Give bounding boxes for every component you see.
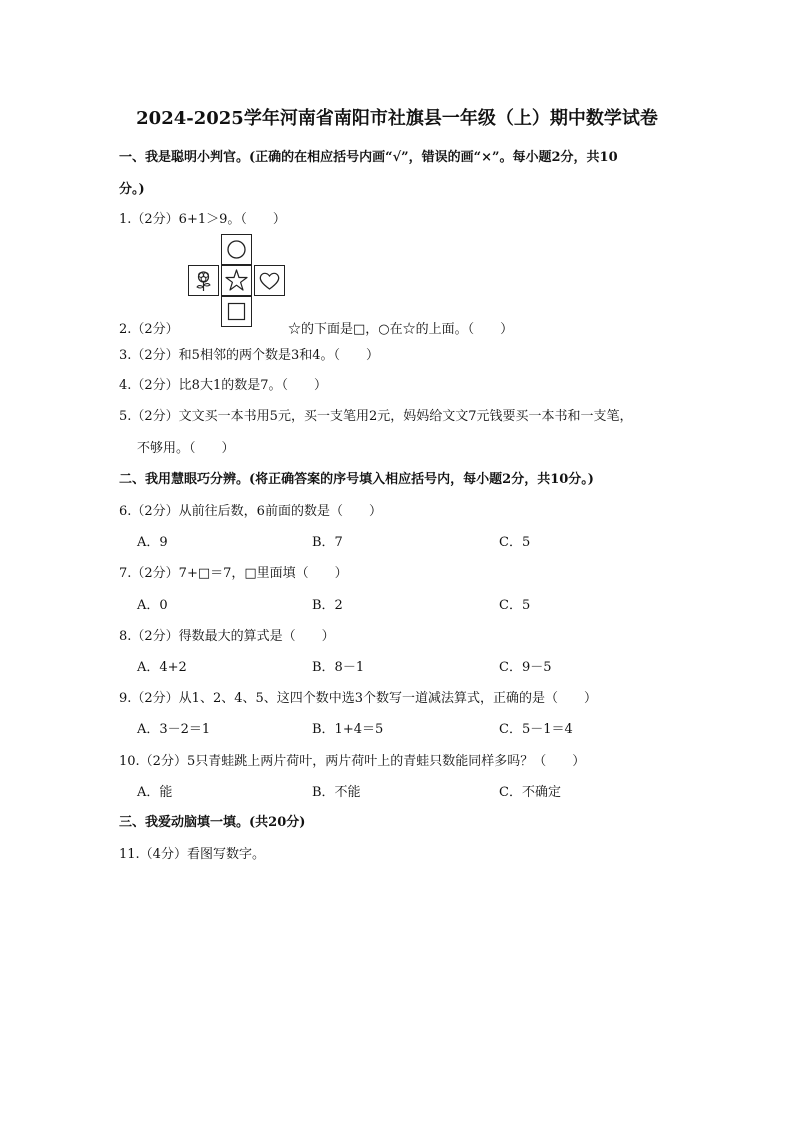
section-2-heading: 二、我用慧眼巧分辨。(将正确答案的序号填入相应括号内，每小题2分，共10分。) [119,472,594,487]
question-9-option-c: C．5－1＝4 [499,722,573,737]
question-6: 6.（2分）从前往后数，6前面的数是（ ） [119,504,382,519]
star-icon [222,266,251,295]
section-1-heading-line2: 分。) [119,182,145,197]
question-10-option-a: A．能 [137,785,173,800]
question-6-option-c: C．5 [499,535,531,550]
square-icon [222,297,251,326]
question-8-option-b: B．8－1 [312,660,365,675]
question-2-prefix: 2.（2分） [119,322,179,337]
question-6-option-a: A．9 [137,535,168,550]
question-10-option-b: B．不能 [312,785,361,800]
question-9-option-a: A．3－2＝1 [137,722,211,737]
question-1: 1.（2分）6+1＞9。（ ） [119,212,286,227]
cube-net-figure [188,234,288,330]
heart-icon [255,266,284,295]
circle-icon [222,235,251,264]
question-10-option-c: C．不确定 [499,785,561,800]
question-9: 9.（2分）从1、2、4、5、这四个数中选3个数写一道减法算式，正确的是（ ） [119,691,598,706]
question-6-option-b: B．7 [312,535,343,550]
question-3: 3.（2分）和5相邻的两个数是3和4。（ ） [119,348,379,363]
question-10: 10.（2分）5只青蛙跳上两片荷叶，两片荷叶上的青蛙只数能同样多吗？（ ） [119,754,586,769]
question-4: 4.（2分）比8大1的数是7。（ ） [119,378,327,393]
cell-top [221,234,252,265]
page-title: 2024-2025学年河南省南阳市社旗县一年级（上）期中数学试卷 [136,108,658,129]
question-5-line1: 5.（2分）文文买一本书用5元，买一支笔用2元，妈妈给文文7元钱要买一本书和一支笔， [119,409,633,424]
question-5-line2: 不够用。（ ） [137,441,235,456]
cell-right [254,265,285,296]
question-7-option-a: A．0 [137,598,168,613]
section-3-heading: 三、我爱动脑填一填。(共20分) [119,815,306,830]
question-7-option-c: C．5 [499,598,531,613]
question-9-option-b: B．1+4＝5 [312,722,384,737]
section-1-heading-line1: 一、我是聪明小判官。(正确的在相应括号内画“√”，错误的画“×”。每小题2分，共10 [119,150,618,165]
question-2-text: ☆的下面是□，○在☆的上面。（ ） [288,322,514,337]
cell-bottom [221,296,252,327]
cell-center [221,265,252,296]
flower-icon [189,266,218,295]
question-8-option-c: C．9－5 [499,660,552,675]
cell-left [188,265,219,296]
question-7: 7.（2分）7+□＝7，□里面填（ ） [119,566,348,581]
question-8-option-a: A．4+2 [137,660,187,675]
question-8: 8.（2分）得数最大的算式是（ ） [119,629,335,644]
question-7-option-b: B．2 [312,598,343,613]
question-11: 11.（4分）看图写数字。 [119,847,265,862]
